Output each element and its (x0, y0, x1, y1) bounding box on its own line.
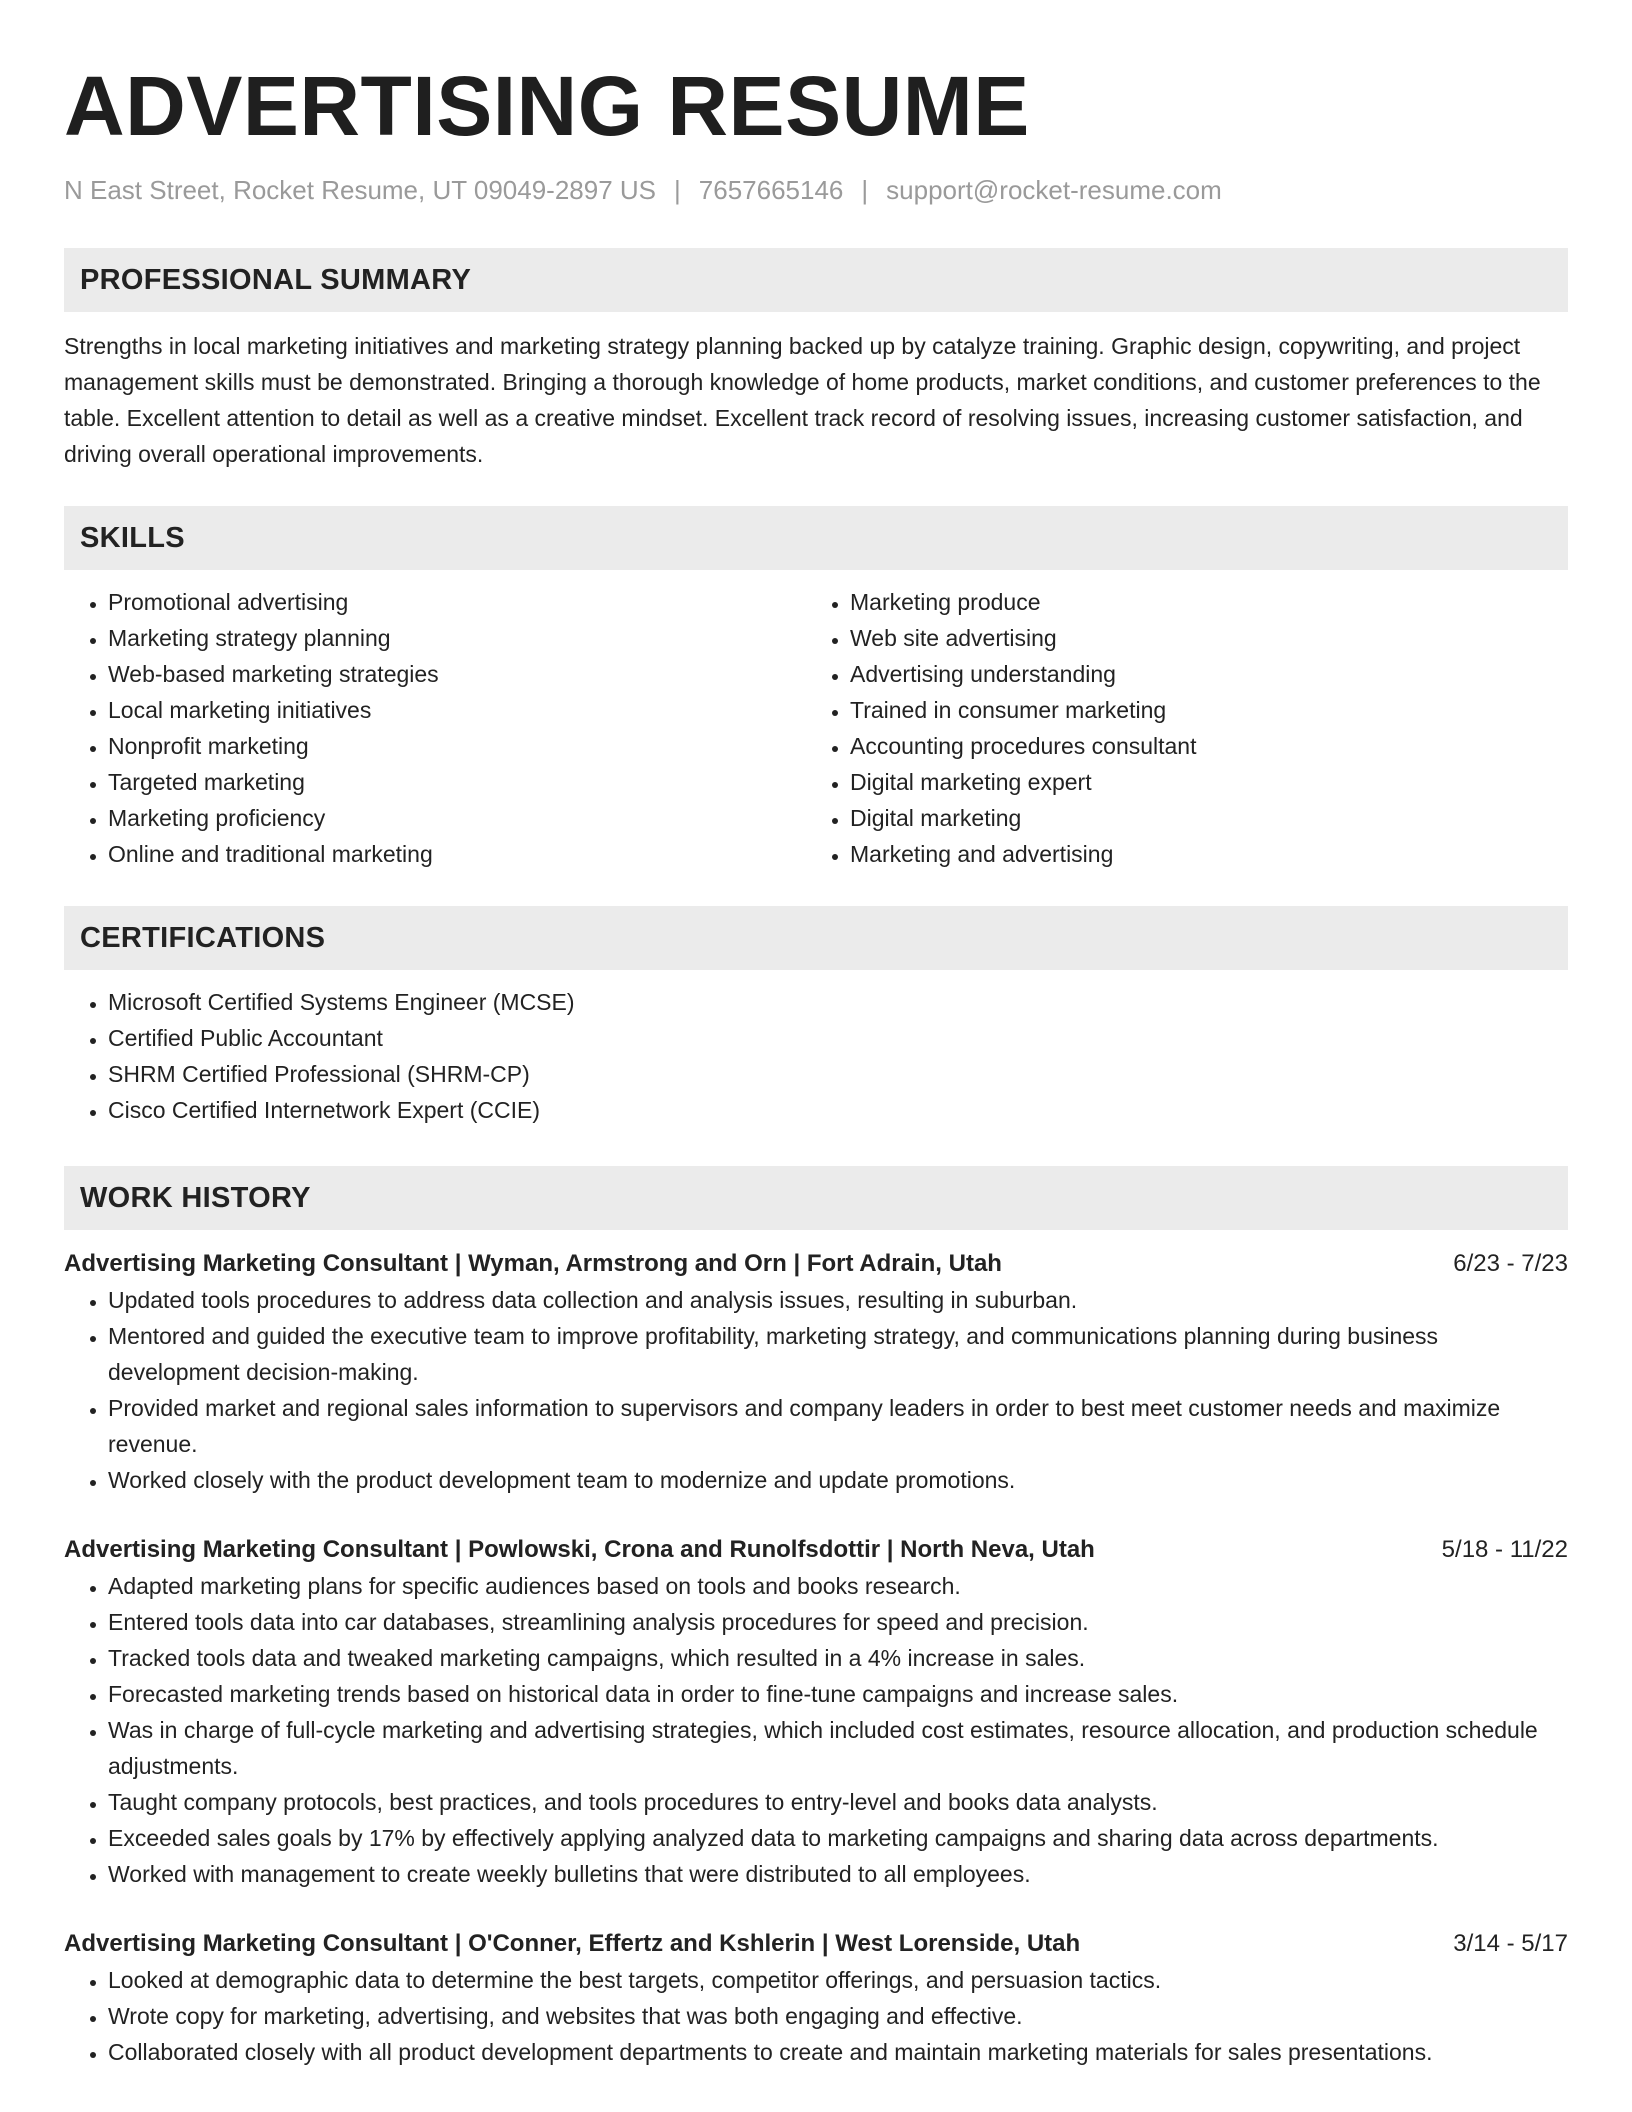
contact-line (64, 174, 1568, 206)
job-bullet: • Updated tools procedures to address data collection and analysis issues, resulting in suburban. (108, 1282, 1568, 1318)
skill-item: • Marketing and advertising (850, 836, 1548, 872)
certification-item: • Certified Public Accountant (108, 1020, 1568, 1056)
job-bullets (64, 1962, 1568, 2070)
skills-list-left (64, 584, 806, 872)
job-bullet: • Adapted marketing plans for specific audiences based on tools and books research. (108, 1568, 1568, 1604)
work-history-section-header (64, 1166, 1568, 1230)
job-bullet: • Worked closely with the product development team to modernize and update promotions. (108, 1462, 1568, 1498)
certifications-section-header (64, 906, 1568, 970)
job-bullets (64, 1568, 1568, 1892)
certifications-heading: CERTIFICATIONS (80, 921, 326, 954)
skills-grid (64, 584, 1568, 872)
resume-page (64, 0, 1568, 2070)
skill-item: • Targeted marketing (108, 764, 806, 800)
job-bullet: • Forecasted marketing trends based on historical data in order to fine-tune campaigns and increase sales. (108, 1676, 1568, 1712)
skill-item: • Promotional advertising (108, 584, 806, 620)
job-title: Advertising Marketing Consultant | Powlowski, Crona and Runolfsdottir | North Neva, Utah (64, 1536, 1095, 1563)
skill-item: • Marketing strategy planning (108, 620, 806, 656)
summary-section-header (64, 248, 1568, 312)
summary-heading: PROFESSIONAL SUMMARY (80, 263, 472, 296)
job-bullet: • Exceeded sales goals by 17% by effectively applying analyzed data to marketing campaigns and sharing data across departments. (108, 1820, 1568, 1856)
job-dates: 6/23 - 7/23 (1453, 1250, 1568, 1277)
job-bullet: • Wrote copy for marketing, advertising, and websites that was both engaging and effective. (108, 1998, 1568, 2034)
skills-column-right (806, 584, 1548, 872)
skill-item: • Accounting procedures consultant (850, 728, 1548, 764)
skills-column-left (64, 584, 806, 872)
job-bullet: • Worked with management to create weekly bulletins that were distributed to all employees. (108, 1856, 1568, 1892)
skills-list-right (806, 584, 1548, 872)
contact-phone: 7657665146 (698, 175, 844, 205)
skill-item: • Advertising understanding (850, 656, 1548, 692)
job-bullet: • Was in charge of full-cycle marketing and advertising strategies, which included cost estimates, resource allocation, and production schedule adjustments. (108, 1712, 1568, 1784)
certification-item: • SHRM Certified Professional (SHRM-CP) (108, 1056, 1568, 1092)
job-bullets (64, 1282, 1568, 1498)
job-bullet: • Taught company protocols, best practices, and tools procedures to entry-level and books data analysts. (108, 1784, 1568, 1820)
skill-item: • Local marketing initiatives (108, 692, 806, 728)
contact-address: N East Street, Rocket Resume, UT 09049-2897 US (64, 175, 657, 205)
skill-item: • Web-based marketing strategies (108, 656, 806, 692)
job-bullet: • Collaborated closely with all product development departments to create and maintain marketing materials for sales presentations. (108, 2034, 1568, 2070)
job-title: Advertising Marketing Consultant | Wyman, Armstrong and Orn | Fort Adrain, Utah (64, 1250, 1002, 1277)
job-title: Advertising Marketing Consultant | O'Conner, Effertz and Kshlerin | West Lorenside, Utah (64, 1930, 1081, 1957)
skill-item: • Online and traditional marketing (108, 836, 806, 872)
resume-title: ADVERTISING RESUME (64, 59, 1030, 153)
skill-item: • Nonprofit marketing (108, 728, 806, 764)
job-dates: 3/14 - 5/17 (1453, 1930, 1568, 1957)
work-history-heading: WORK HISTORY (80, 1181, 311, 1214)
skill-item: • Marketing produce (850, 584, 1548, 620)
skill-item: • Marketing proficiency (108, 800, 806, 836)
job-bullet: • Looked at demographic data to determine the best targets, competitor offerings, and persuasion tactics. (108, 1962, 1568, 1998)
skills-heading: SKILLS (80, 521, 185, 554)
skills-section-header (64, 506, 1568, 570)
job-bullet: • Tracked tools data and tweaked marketing campaigns, which resulted in a 4% increase in sales. (108, 1640, 1568, 1676)
summary-text: Strengths in local marketing initiatives and marketing strategy planning backed up by catalyze training. Graphic design, copywriting, and project management skills must be demonstrated. Bringing a thorough knowledge of home products, market conditions, and customer preferences to the table. Excellent attention to detail as well as a creative mindset. Excellent track record of resolving issues, increasing customer satisfaction, and driving overall operational improvements. (64, 333, 1541, 467)
certifications-list (64, 984, 1568, 1128)
skill-item: • Trained in consumer marketing (850, 692, 1548, 728)
certification-item: • Cisco Certified Internetwork Expert (CCIE) (108, 1092, 1568, 1128)
job-header (64, 1532, 1568, 1568)
job-bullet: • Provided market and regional sales information to supervisors and company leaders in order to best meet customer needs and maximize revenue. (108, 1390, 1568, 1462)
certification-item: • Microsoft Certified Systems Engineer (MCSE) (108, 984, 1568, 1020)
job-entry (64, 1246, 1568, 1498)
skill-item: • Digital marketing expert (850, 764, 1548, 800)
contact-separator: | (861, 175, 869, 205)
job-entry (64, 1532, 1568, 1892)
skill-item: • Web site advertising (850, 620, 1548, 656)
contact-email: support@rocket-resume.com (886, 175, 1222, 205)
job-header (64, 1926, 1568, 1962)
contact-separator: | (674, 175, 681, 205)
job-entry (64, 1926, 1568, 2070)
job-bullet: • Entered tools data into car databases, streamlining analysis procedures for speed and precision. (108, 1604, 1568, 1640)
job-header (64, 1246, 1568, 1282)
job-dates: 5/18 - 11/22 (1441, 1536, 1568, 1563)
job-bullet: • Mentored and guided the executive team to improve profitability, marketing strategy, and communications planning during business development decision-making. (108, 1318, 1568, 1390)
skill-item: • Digital marketing (850, 800, 1548, 836)
